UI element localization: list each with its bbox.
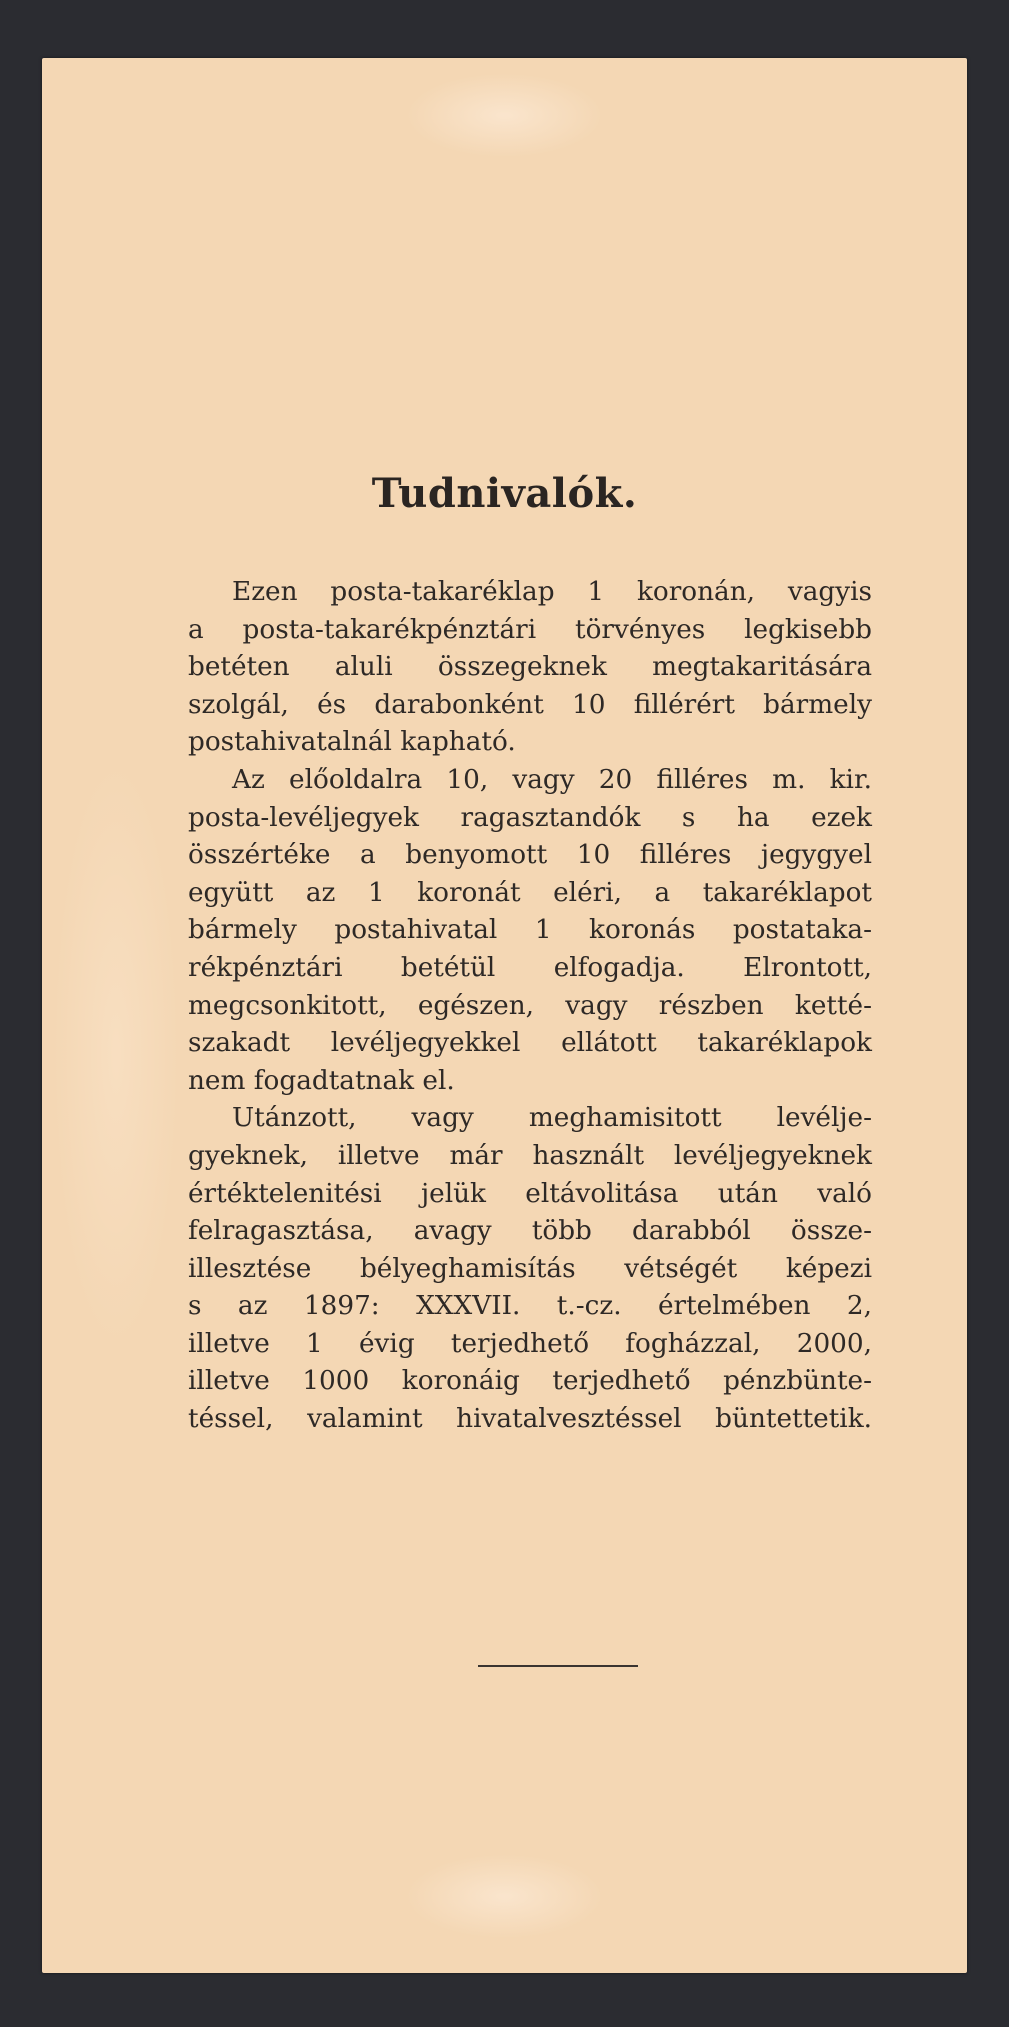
- text-line: nem fogadtatnak el.: [188, 1065, 455, 1096]
- text-line: Az előoldalra 10, vagy 20 filléres m. kir.: [232, 764, 872, 795]
- text-line: posta-levéljegyek ragasztandók s ha ezek: [188, 802, 872, 833]
- text-line: szolgál, és darabonként 10 fillérért bármely: [188, 689, 872, 720]
- paragraph-3: [188, 1100, 872, 1438]
- text-line: bármely postahivatal 1 koronás postataka-: [188, 915, 872, 946]
- closing-rule: [478, 1665, 638, 1667]
- text-line: Utánzott, vagy meghamisitott levélje-: [232, 1103, 872, 1134]
- paragraph-1: [188, 574, 872, 762]
- paragraph-2: [188, 762, 872, 1100]
- document-body: [188, 574, 872, 1439]
- text-line: összértéke a benyomott 10 filléres jegygyel: [188, 840, 872, 871]
- text-line: illetve 1 évig terjedhető fogházzal, 2000,: [188, 1328, 872, 1359]
- document-title: Tudnivalók.: [371, 470, 638, 517]
- text-line: rékpénztári betétül elfogadja. Elrontott,: [188, 952, 872, 983]
- text-line: gyeknek, illetve már használt levéljegyeknek: [188, 1140, 872, 1171]
- document-card: [42, 58, 967, 1973]
- text-line: s az 1897: XXXVII. t.-cz. értelmében 2,: [188, 1291, 872, 1322]
- text-line: illetve 1000 koronáig terjedhető pénzbünte-: [188, 1366, 872, 1397]
- text-line: Ezen posta-takaréklap 1 koronán, vagyis: [232, 577, 872, 607]
- text-line: felragasztása, avagy több darabból össze-: [188, 1216, 872, 1247]
- text-line: téssel, valamint hivatalvesztéssel büntettetik.: [188, 1404, 872, 1435]
- text-line: megcsonkitott, egészen, vagy részben ketté-: [188, 990, 872, 1021]
- text-line: postahivatalnál kapható.: [188, 727, 516, 758]
- text-line: értéktelenitési jelük eltávolitása után való: [188, 1178, 872, 1209]
- text-line: a posta-takarékpénztári törvényes legkisebb: [188, 614, 872, 645]
- text-line: együtt az 1 koronát eléri, a takaréklapot: [188, 877, 872, 908]
- text-line: illesztése bélyeghamisítás vétségét képezi: [188, 1253, 872, 1284]
- text-line: szakadt levéljegyekkel ellátott takaréklapok: [188, 1028, 872, 1059]
- text-line: betéten aluli összegeknek megtakaritására: [188, 652, 872, 683]
